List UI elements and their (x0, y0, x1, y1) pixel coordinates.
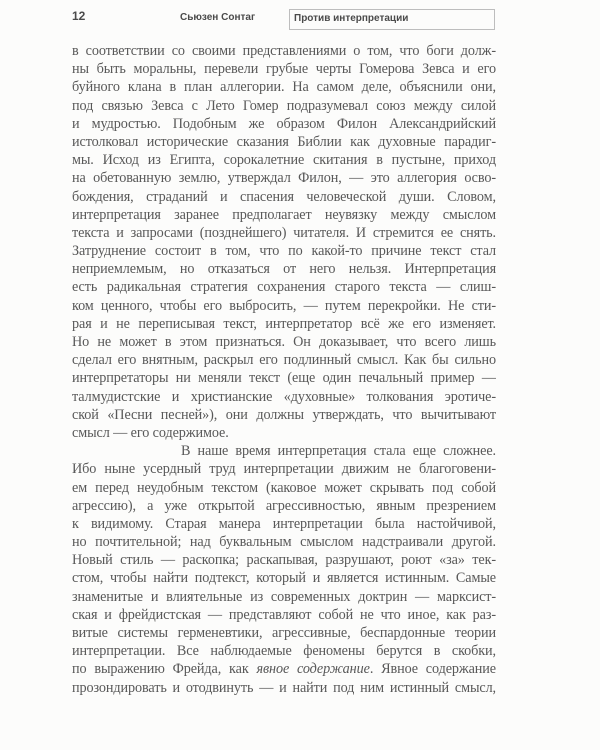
text-line: ская и фрейдистская — представляют собой не что иное, как раз- (72, 606, 496, 623)
text-line: В наше время интерпретация стала еще сложнее. (181, 443, 496, 460)
text-segment: . Явное содержание (369, 661, 496, 678)
text-line: интерпретации. Все наблюдаемые феномены берутся в скобки, (72, 643, 496, 660)
text-line: на обетованную землю, утверждал Филон, — это аллегория осво- (72, 170, 496, 187)
running-header-author: Сьюзен Сонтаг (180, 12, 256, 23)
text-line: Но не может в этом признаться. Он доказывает, что всего лишь (72, 334, 496, 350)
text-line: интерпретация заранее предполагает неувязку между смыслом (72, 206, 496, 223)
running-header-title: Против интерпретации (289, 9, 495, 30)
text-line: Затруднение состоит в том, что по какой-то причине текст стал (72, 243, 496, 260)
text-line: Ибо ныне усердный труд интерпретации движим не благоговени- (72, 461, 496, 478)
text-line: Новый стиль — раскопка; раскапывая, разрушают, роют «за» тек- (72, 552, 496, 569)
text-line: есть радикальная стратегия сохранения старого текста — слиш- (72, 279, 496, 296)
text-line: стом, чтобы найти подтекст, который и является истинным. Самые (72, 570, 496, 587)
text-line: ны быть моральны, перевели грубые черты Гомерова Зевса и его (72, 61, 496, 78)
italic-term: явное содержание (256, 661, 370, 678)
text-line: ской «Песни песней»), они должны утверждать, что вычитывают (72, 406, 496, 423)
text-line: интерпретаторы ни меняли текст (еще один печальный пример — (72, 370, 496, 387)
text-line: бождения, страданий и спасения человеческой души. Словом, (72, 188, 496, 205)
text-line: сделал его внятным, раскрыл его подлинный смысл. Как бы сильно (72, 352, 496, 369)
text-line: знаменитые и влиятельные из современных доктрин — марксист- (72, 588, 496, 605)
page-number: 12 (72, 9, 86, 23)
text-line: истолковал исторические сказания Библии как духовные парадиг- (72, 133, 496, 150)
text-line: буйного клана в план аллегории. На самом деле, объяснили они, (72, 79, 496, 96)
text-line: текста и запросами (позднейшего) читателя. И стремится ее снять. (72, 224, 496, 241)
text-line: ем перед неудобным текстом (каковое может скрывать под собой (72, 479, 496, 496)
text-line: агрессию), а уже открытой агрессивностью, явным презрением (72, 497, 496, 514)
text-line: в соответствии со своими представлениями о том, что боги долж- (72, 43, 496, 59)
text-line: неприемлемым, но отказаться от него нельзя. Интерпретация (72, 261, 496, 278)
text-line: ком ценного, чтобы его выбросить, — путем перекройки. Не сти- (72, 297, 496, 314)
text-line: под связью Зевса с Лето Гомер подразумевал союз между силой (72, 97, 496, 114)
text-line: прозондировать и отодвинуть — и найти под ним истинный смысл, (72, 679, 496, 696)
text-line: мы. Исход из Египта, сорокалетние скитания в пустыне, приход (72, 152, 496, 169)
text-line: витые системы герменевтики, агрессивные, беспардонные теории (72, 625, 496, 641)
text-line (72, 660, 496, 678)
text-segment: по выражению Фрейда, как (72, 661, 257, 678)
text-line: и мудростью. Подобным же образом Филон Александрийский (72, 115, 496, 132)
text-line: талмудистские и христианские «духовные» толкования эротиче- (72, 388, 496, 405)
text-line: смысл — его содержимое. (72, 424, 229, 441)
text-line: но почтительной; над буквальным смыслом надстраивали другой. (72, 534, 496, 551)
text-line: рая и не переписывая текст, интерпретатор всё же его изменяет. (72, 315, 496, 332)
body-text (72, 42, 496, 697)
text-line: к видимому. Старая манера интерпретации была настойчивой, (72, 515, 496, 532)
